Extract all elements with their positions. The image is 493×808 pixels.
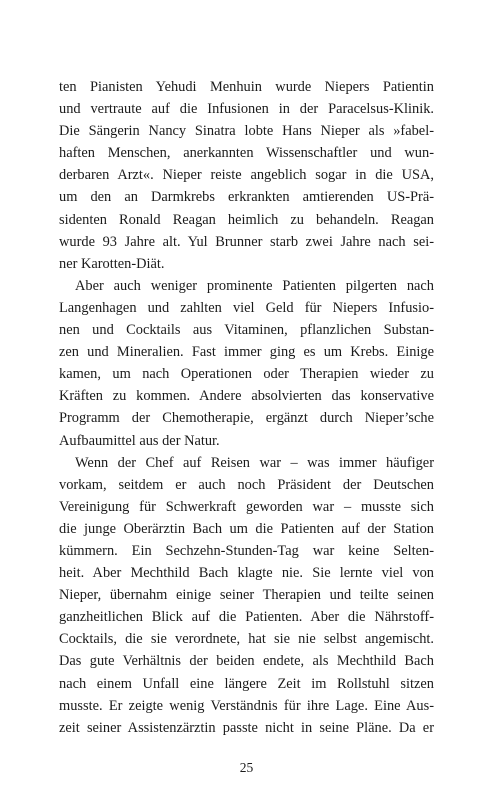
text-line: zeit seiner Assistenzärztin passte nicht in seine Pläne. Da er: [59, 719, 434, 736]
paragraph: [59, 76, 434, 275]
text-line: ganzheitlichen Blick auf die Patienten. Aber die Nährstoff-: [59, 609, 434, 626]
text-line: um den an Darmkrebs erkrankten amtierenden US-Prä-: [59, 189, 434, 206]
page-number: 25: [239, 760, 254, 775]
body-text: [59, 76, 434, 739]
text-line: musste. Er zeigte wenig Verständnis für ihre Lage. Eine Aus-: [59, 697, 434, 714]
text-line: Aber auch weniger prominente Patienten pilgerten nach: [75, 277, 434, 294]
text-line: wurde 93 Jahre alt. Yul Brunner starb zwei Jahre nach sei-: [59, 233, 434, 250]
text-line: Vereinigung für Schwerkraft geworden war – musste sich: [59, 498, 434, 515]
text-line: sidenten Ronald Reagan heimlich zu behandeln. Reagan: [59, 211, 434, 228]
text-line: Aufbaumittel aus der Natur.: [59, 432, 220, 449]
text-line: Langenhagen und zahlten viel Geld für Niepers Infusio-: [59, 299, 434, 316]
text-line: die junge Oberärztin Bach um die Patienten auf der Station: [59, 520, 434, 537]
text-line: nen und Cocktails aus Vitaminen, pflanzlichen Substan-: [59, 322, 434, 339]
text-line: heit. Aber Mechthild Bach klagte nie. Sie lernte viel von: [59, 565, 434, 582]
text-line: kümmern. Ein Sechzehn-Stunden-Tag war keine Selten-: [59, 542, 434, 559]
paragraph: [59, 452, 434, 739]
text-line: nach einem Unfall eine längere Zeit im Rollstuhl sitzen: [59, 675, 434, 692]
text-line: Programm der Chemotherapie, ergänzt durch Nieper’sche: [59, 410, 434, 427]
text-line: Kräften zu kommen. Andere absolvierten das konservative: [59, 388, 434, 405]
text-line: Die Sängerin Nancy Sinatra lobte Hans Nieper als »fabel-: [59, 123, 434, 140]
text-line: zen und Mineralien. Fast immer ging es um Krebs. Einige: [59, 344, 434, 361]
text-line: haften Menschen, anerkannten Wissenschaftler und wun-: [59, 145, 434, 162]
text-line: kamen, um nach Operationen oder Therapien wieder zu: [59, 366, 434, 383]
text-line: und vertraute auf die Infusionen in der Paracelsus-Klinik.: [59, 101, 434, 118]
text-line: vorkam, seitdem er auch noch Präsident der Deutschen: [59, 476, 434, 493]
text-line: ten Pianisten Yehudi Menhuin wurde Niepers Patientin: [59, 79, 434, 95]
text-line: ner Karotten-Diät.: [59, 255, 165, 272]
text-line: derbaren Arzt«. Nieper reiste angeblich sogar in die USA,: [59, 167, 434, 184]
text-line: Cocktails, die sie verordnete, hat sie nie selbst angemischt.: [59, 631, 434, 648]
text-line: Das gute Verhältnis der beiden endete, als Mechthild Bach: [59, 653, 434, 670]
text-line: Wenn der Chef auf Reisen war – was immer häufiger: [75, 454, 434, 471]
text-line: Nieper, übernahm einige seiner Therapien und teilte seinen: [59, 587, 434, 604]
paragraph: [59, 275, 434, 452]
